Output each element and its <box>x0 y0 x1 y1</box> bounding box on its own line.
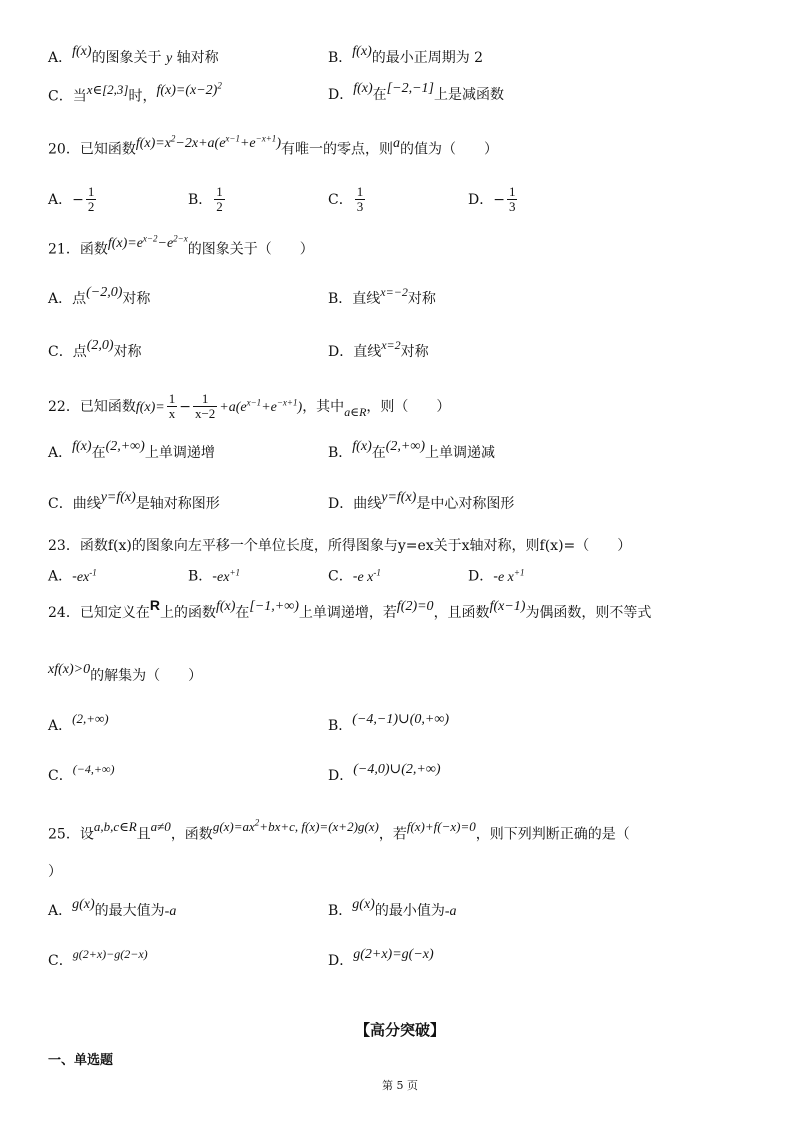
q25-option-a: A．g(x)的最大值为-a <box>48 897 177 919</box>
q24-option-c: C．(−4,+∞) <box>48 762 115 784</box>
q21-option-a: A．点(−2,0)对称 <box>48 285 151 307</box>
q19-option-a: A．f(x)的图象关于 y 轴对称 <box>48 44 219 66</box>
q22-option-c: C．曲线y=f(x)是轴对称图形 <box>48 490 220 512</box>
q23-option-c: C．-e $x^{-1}$ <box>328 567 381 585</box>
q24-stem-line1: 24．已知定义在R上的函数f(x)在[−1,+∞)上单调递增，若f(2)=0，且函数f(x−1)为偶函数，则不等式 <box>48 597 652 621</box>
q24-option-b: B．(−4,−1)∪(0,+∞) <box>328 712 449 734</box>
q21-stem: 21．函数$f(x)=e^{x-2}-e^{2-x}$的图象关于（ ） <box>48 233 314 258</box>
q25-stem-line2: ） <box>48 864 62 880</box>
q20-stem: 20．已知函数$f(x)=x^2-2x+a(e^{x-1}+e^{-x+1})$有唯一的零点，则a的值为（ ） <box>48 133 498 158</box>
q22-option-d: D．曲线y=f(x)是中心对称图形 <box>328 490 515 512</box>
q25-option-c: C．g(2+x)−g(2−x) <box>48 947 148 969</box>
section-title: 【高分突破】 <box>354 1021 445 1039</box>
q23-option-b: B．$-ex^{+1}$ <box>188 567 241 585</box>
q19-option-b: B．f(x)的最小正周期为 2 <box>328 44 484 66</box>
q19-option-d: D．f(x)在[−2,−1]上是减函数 <box>328 81 504 103</box>
q23-stem: 23．函数f(x)的图象向左平移一个单位长度，所得图象与y=ex关于x轴对称，则f(x)=（ ） <box>48 538 632 554</box>
q22-stem: 22．已知函数f(x)= $\frac{1}{x}$ − $\frac{1}{x-2}$ $+a(e^{x-1}+e^{-x+1})$，其中a∈R，则（ ） <box>48 391 451 422</box>
subsection-title: 一、单选题 <box>48 1053 114 1068</box>
q20-option-d: D．− $\frac{1}{3}$ <box>468 184 516 215</box>
page-footer: 第 5 页 <box>382 1079 418 1092</box>
q20-option-a: A．− $\frac{1}{2}$ <box>48 184 95 215</box>
q21-option-b: B．直线x=−2对称 <box>328 285 436 307</box>
q24-stem-line2: xf(x)>0的解集为（ ） <box>48 662 203 684</box>
q23-option-a: A．$-ex^{-1}$ <box>48 567 97 585</box>
q21-option-c: C．点(2,0)对称 <box>48 338 142 360</box>
q24-option-d: D．(−4,0)∪(2,+∞) <box>328 762 441 784</box>
q24-option-a: A．(2,+∞) <box>48 711 109 734</box>
q22-option-a: A．f(x)在(2,+∞)上单调递增 <box>48 439 215 461</box>
q20-option-c: C． $\frac{1}{3}$ <box>328 184 364 215</box>
q20-option-b: B． $\frac{1}{2}$ <box>188 184 223 215</box>
q21-option-d: D．直线x=2对称 <box>328 338 429 360</box>
q25-stem-line1: 25．设a,b,c∈R且a≠0，函数$g(x)=ax^2+bx+c$, f(x)=(x+2)g(x)，若f(x)+f(−x)=0，则下列判断正确的是（ <box>48 818 630 843</box>
q23-option-d: D．-e $x^{+1}$ <box>468 567 525 585</box>
q19-option-c: C．当x∈[2,3]时，$f(x)=(x-2)^2$ <box>48 80 222 105</box>
q25-option-b: B．g(x)的最小值为-a <box>328 897 457 919</box>
q25-option-d: D．g(2+x)=g(−x) <box>328 947 434 969</box>
q22-option-b: B．f(x)在(2,+∞)上单调递减 <box>328 439 495 461</box>
